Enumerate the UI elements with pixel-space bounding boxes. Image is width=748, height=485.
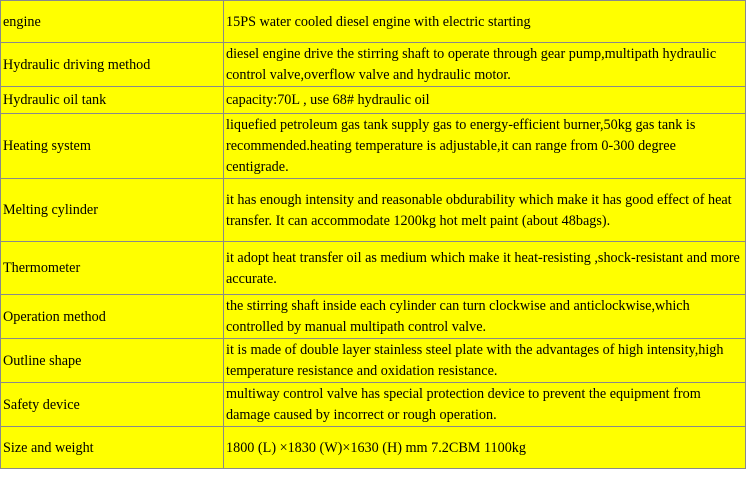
- spec-label: Size and weight: [1, 427, 224, 469]
- spec-label: engine: [1, 1, 224, 43]
- spec-row-safety-device: [1, 383, 746, 427]
- spec-label: Thermometer: [1, 242, 224, 295]
- spec-value: 15PS water cooled diesel engine with electric starting: [224, 1, 746, 43]
- spec-value: it adopt heat transfer oil as medium which make it heat-resisting ,shock-resistant and more accurate.: [224, 242, 746, 295]
- spec-row-size-and-weight: [1, 427, 746, 469]
- spec-value: liquefied petroleum gas tank supply gas to energy-efficient burner,50kg gas tank is recommended.heating temperature is adjustable,it can range from 0-300 degree centigrade.: [224, 114, 746, 179]
- spec-value: it has enough intensity and reasonable obdurability which make it has good effect of heat transfer. It can accommodate 1200kg hot melt paint (about 48bags).: [224, 179, 746, 242]
- spec-row-hydraulic-driving-method: [1, 43, 746, 87]
- spec-label: Outline shape: [1, 339, 224, 383]
- spec-value: it is made of double layer stainless steel plate with the advantages of high intensity,high temperature resistance and oxidation resistance.: [224, 339, 746, 383]
- spec-value: 1800 (L) ×1830 (W)×1630 (H) mm 7.2CBM 1100kg: [224, 427, 746, 469]
- spec-value: diesel engine drive the stirring shaft to operate through gear pump,multipath hydraulic control valve,overflow valve and hydraulic motor.: [224, 43, 746, 87]
- spec-label: Hydraulic oil tank: [1, 87, 224, 114]
- spec-row-heating-system: [1, 114, 746, 179]
- spec-row-operation-method: [1, 295, 746, 339]
- spec-value: multiway control valve has special protection device to prevent the equipment from damage caused by incorrect or rough operation.: [224, 383, 746, 427]
- spec-row-melting-cylinder: [1, 179, 746, 242]
- spec-row-outline-shape: [1, 339, 746, 383]
- spec-label: Hydraulic driving method: [1, 43, 224, 87]
- spec-row-engine: [1, 1, 746, 43]
- spec-row-thermometer: [1, 242, 746, 295]
- spec-label: Melting cylinder: [1, 179, 224, 242]
- spec-label: Safety device: [1, 383, 224, 427]
- spec-row-hydraulic-oil-tank: [1, 87, 746, 114]
- spec-label: Operation method: [1, 295, 224, 339]
- spec-value: capacity:70L , use 68# hydraulic oil: [224, 87, 746, 114]
- spec-label: Heating system: [1, 114, 224, 179]
- spec-value: the stirring shaft inside each cylinder can turn clockwise and anticlockwise,which controlled by manual multipath control valve.: [224, 295, 746, 339]
